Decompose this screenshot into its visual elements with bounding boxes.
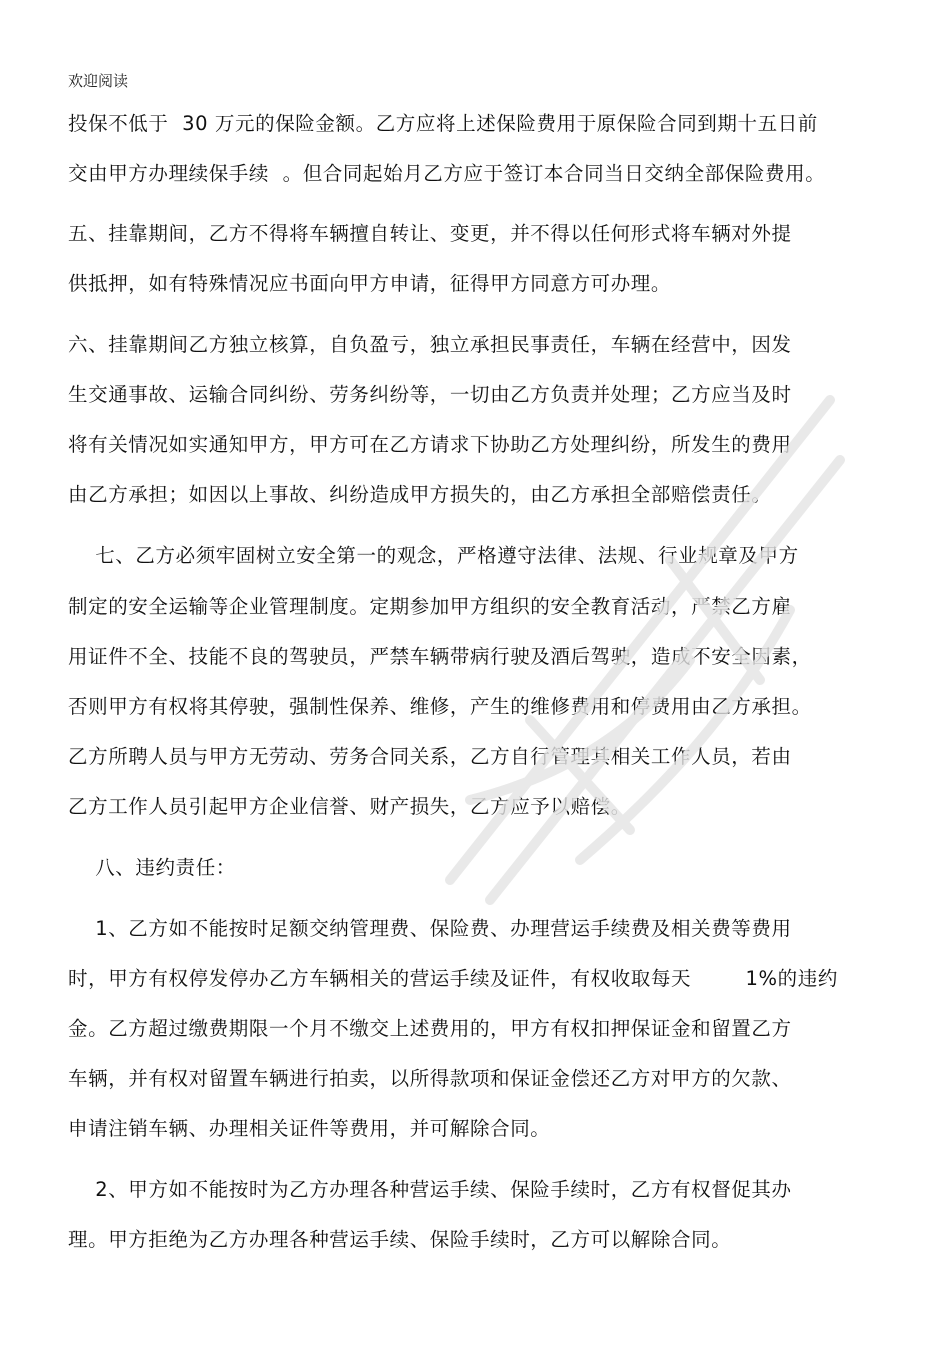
- text-line: 申请注销车辆、办理相关证件等费用，并可解除合同。: [68, 1117, 551, 1140]
- text-line: 否则甲方有权将其停驶，强制性保养、维修，产生的维修费用和停费用由乙方承担。: [68, 695, 812, 718]
- text-line: 投保不低于 30 万元的保险金额。乙方应将上述保险费用于原保险合同到期十五日前: [68, 112, 818, 135]
- text-line: 理。甲方拒绝为乙方办理各种营运手续、保险手续时，乙方可以解除合同。: [68, 1228, 732, 1251]
- text-line: 金。乙方超过缴费期限一个月不缴交上述费用的，甲方有权扣押保证金和留置乙方: [68, 1017, 792, 1040]
- text-line: 用证件不全、技能不良的驾驶员，严禁车辆带病行驶及酒后驾驶，造成不安全因素，: [68, 645, 812, 668]
- text-line: 乙方所聘人员与甲方无劳动、劳务合同关系，乙方自行管理其相关工作人员，若由: [68, 745, 792, 768]
- text-line: 八、违约责任：: [68, 856, 236, 879]
- text-line: 乙方工作人员引起甲方企业信誉、财产损失，乙方应予以赔偿。: [68, 795, 631, 818]
- text-line: 六、挂靠期间乙方独立核算，自负盈亏，独立承担民事责任，车辆在经营中，因发: [68, 333, 792, 356]
- text-line: 将有关情况如实通知甲方，甲方可在乙方请求下协助乙方处理纠纷，所发生的费用: [68, 433, 792, 456]
- text-line: 生交通事故、运输合同纠纷、劳务纠纷等，一切由乙方负责并处理；乙方应当及时: [68, 383, 792, 406]
- text-line: 时，甲方有权停发停办乙方车辆相关的营运手续及证件，有权收取每天 1%的违约: [68, 967, 838, 990]
- text-line: 五、挂靠期间，乙方不得将车辆擅自转让、变更，并不得以任何形式将车辆对外提: [68, 222, 792, 245]
- text-line: 制定的安全运输等企业管理制度。定期参加甲方组织的安全教育活动，严禁乙方雇: [68, 595, 792, 618]
- text-line: 2、甲方如不能按时为乙方办理各种营运手续、保险手续时，乙方有权督促其办: [68, 1178, 792, 1201]
- text-line: 车辆，并有权对留置车辆进行拍卖，以所得款项和保证金偿还乙方对甲方的欠款、: [68, 1067, 792, 1090]
- text-line: 由乙方承担；如因以上事故、纠纷造成甲方损失的，由乙方承担全部赔偿责任。: [68, 483, 772, 506]
- page-header: 欢迎阅读: [68, 72, 129, 90]
- text-line: 七、乙方必须牢固树立安全第一的观念，严格遵守法律、法规、行业规章及甲方: [68, 544, 799, 567]
- text-line: 1、乙方如不能按时足额交纳管理费、保险费、办理营运手续费及相关费等费用: [68, 917, 792, 940]
- text-line: 交由甲方办理续保手续 。但合同起始月乙方应于签订本合同当日交纳全部保险费用。: [68, 162, 826, 185]
- text-line: 供抵押，如有特殊情况应书面向甲方申请，征得甲方同意方可办理。: [68, 272, 672, 295]
